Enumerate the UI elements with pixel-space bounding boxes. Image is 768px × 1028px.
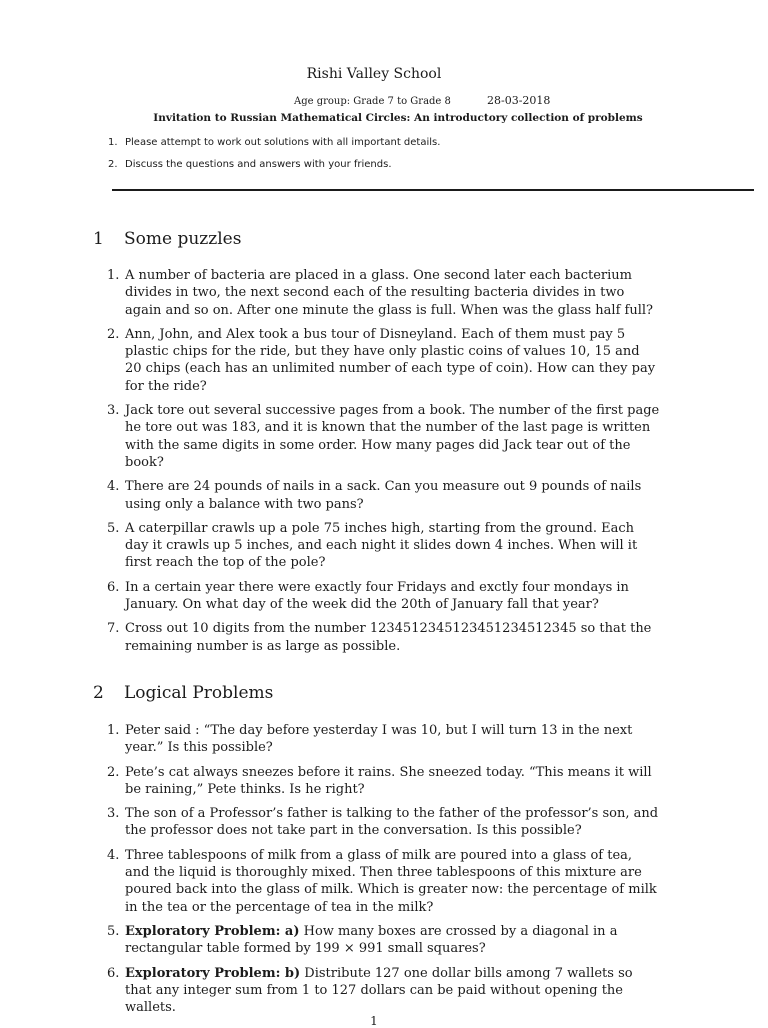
problem-text <box>125 923 660 958</box>
problem-text: Jack tore out several successive pages from a book. The number of the first page he tore out was 183, and it is known that the number of the last page is written with the same digits in some order. How many pages did Jack tear out of the book? <box>125 403 660 470</box>
problem-text: Three tablespoons of milk from a glass of milk are poured into a glass of tea, and the liquid is thoroughly mixed. Then three tablespoons of this mixture are poured back into the glass of milk. Which is greater now: the percentage of milk in the tea or the percentage of tea in the milk? <box>125 847 657 915</box>
problem-number: 5. <box>107 923 120 939</box>
problem-item <box>107 267 660 319</box>
problem-number: 1. <box>107 268 120 283</box>
instruction-number: 1. <box>108 137 118 148</box>
problem-text: Ann, John, and Alex took a bus tour of Disneyland. Each of them must pay 5 plastic chips for the ride, but they have only plastic coins of values 10, 15 and 20 chips (each has an unlimited number of each type of coin). How can they pay for the ride? <box>125 326 656 394</box>
instruction-item <box>108 158 440 180</box>
problem-text: A number of bacteria are placed in a glass. One second later each bacterium divides in two, the next second each of the resulting bacteria divides in two again and so on. After one minute the glass is full. When was the glass half full? <box>125 268 653 318</box>
instruction-text: Discuss the questions and answers with your friends. <box>125 159 392 170</box>
problem-label: Exploratory Problem: a) <box>125 923 300 939</box>
instruction-number: 2. <box>108 159 118 170</box>
problem-item <box>107 965 660 1017</box>
problem-list <box>107 722 660 1023</box>
age-group: Age group: Grade 7 to Grade 8 <box>294 96 451 107</box>
problem-text: Pete’s cat always sneezes before it rains. She sneezed today. “This means it will be raining,” Pete thinks. Is he right? <box>125 764 652 797</box>
problem-number: 6. <box>107 965 120 981</box>
problem-label: Exploratory Problem: b) <box>125 965 301 981</box>
problem-number: 1. <box>107 723 120 738</box>
problem-number: 4. <box>107 479 120 495</box>
problem-text: In a certain year there were exactly four Fridays and exctly four mondays in January. On what day of the week did the 20th of January fall that year? <box>125 579 629 613</box>
problem-text: The son of a Professor’s father is talking to the father of the professor’s son, and the professor does not take part in the conversation. Is this possible? <box>125 806 659 839</box>
problem-item <box>107 478 660 513</box>
problem-item <box>107 326 660 395</box>
problem-text: Cross out 10 digits from the number 1234512345123451234512345 so that the remaining number is as large as possible. <box>125 621 652 654</box>
problem-number: 3. <box>107 403 120 419</box>
subtitle: Invitation to Russian Mathematical Circles: An introductory collection of problems <box>153 112 643 124</box>
problem-number: 5. <box>107 520 120 536</box>
problem-item <box>107 805 660 840</box>
problem-number: 4. <box>107 847 120 863</box>
problem-item <box>107 402 660 471</box>
problem-item <box>107 579 660 614</box>
problem-number: 7. <box>107 621 120 637</box>
problem-text: There are 24 pounds of nails in a sack. Can you measure out 9 pounds of nails using only a balance with two pans? <box>125 479 642 512</box>
section-number: 2 <box>93 683 104 703</box>
section-title: Some puzzles <box>124 229 242 249</box>
problem-item <box>107 722 660 757</box>
problem-body: Distribute 127 one dollar bills among 7 wallets so that any integer sum from 1 to 127 dollars can be paid without opening the wallets. <box>125 965 633 1016</box>
section-number: 1 <box>93 229 104 249</box>
problem-text <box>125 965 660 1017</box>
problem-text: Peter said : “The day before yesterday I was 10, but I will turn 13 in the next year.” Is this possible? <box>125 723 633 756</box>
section-title: Logical Problems <box>124 683 274 703</box>
problem-number: 2. <box>107 764 120 780</box>
problem-number: 3. <box>107 806 120 822</box>
horizontal-rule <box>112 189 754 191</box>
problem-item <box>107 520 660 572</box>
problem-item <box>107 764 660 799</box>
problem-body: How many boxes are crossed by a diagonal in a rectangular table formed by 199 × 991 small squares? <box>125 923 618 957</box>
page-number: 1 <box>370 1014 378 1028</box>
problem-list <box>107 267 660 662</box>
problem-item <box>107 923 660 958</box>
problem-number: 2. <box>107 326 120 342</box>
instruction-text: Please attempt to work out solutions with all important details. <box>125 137 441 148</box>
date: 28-03-2018 <box>487 94 551 107</box>
problem-item <box>107 620 660 655</box>
instructions-list <box>108 136 440 180</box>
problem-item <box>107 847 660 916</box>
school-name: Rishi Valley School <box>306 66 442 82</box>
problem-number: 6. <box>107 579 120 595</box>
instruction-item <box>108 136 440 158</box>
problem-text: A caterpillar crawls up a pole 75 inches high, starting from the ground. Each day it crawls up 5 inches, and each night it slides down 4 inches. When will it first reach the top of the pole? <box>125 520 638 571</box>
